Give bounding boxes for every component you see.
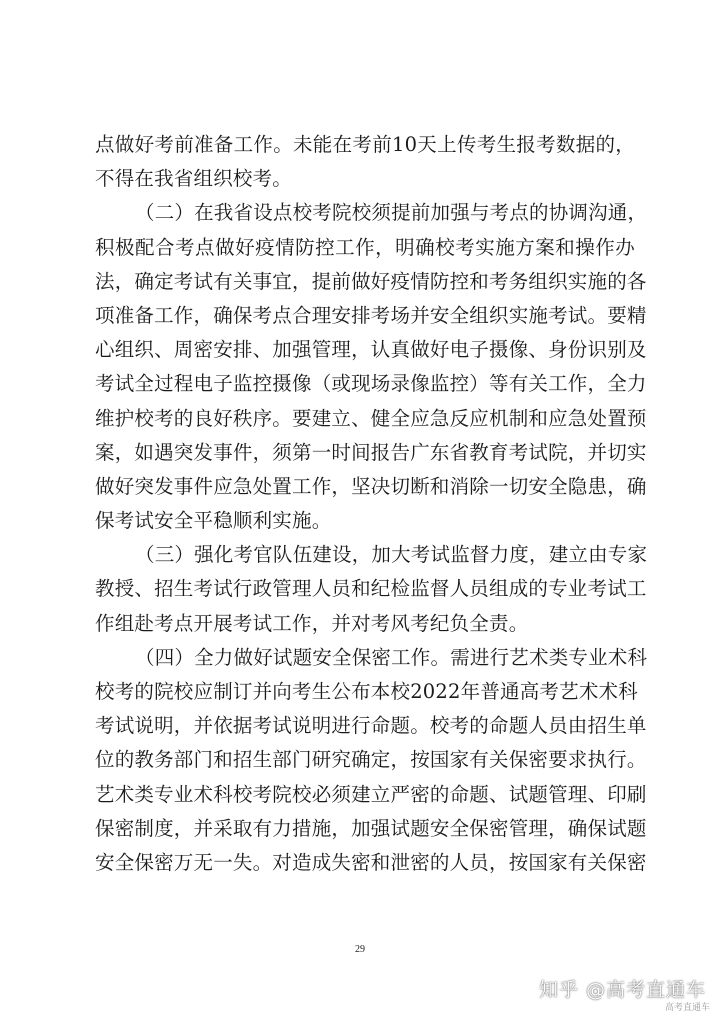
text-line: 做好突发事件应急处置工作，坚决切断和消除一切安全隐患，确 (95, 474, 647, 498)
text-line: 作组赴考点开展考试工作，并对考风考纪负全责。 (95, 611, 529, 635)
text-line: 不得在我省组织校考。 (95, 167, 293, 191)
watermark: 知乎 @高考直通车 (538, 979, 706, 1001)
text-line: 保考试安全平稳顺利实施。 (95, 509, 332, 533)
text-line: 考试全过程电子监控摄像（或现场录像监控）等有关工作，全力 (95, 372, 647, 396)
text-line: 艺术类专业术科校考院校必须建立严密的命题、试题管理、印刷 (95, 782, 647, 806)
text-line: 位的教务部门和招生部门研究确定，按国家有关保密要求执行。 (95, 748, 647, 772)
text-line: 案，如遇突发事件，须第一时间报告广东省教育考试院，并切实 (95, 440, 647, 464)
text-line: 考试说明，并依据考试说明进行命题。校考的命题人员由招生单 (95, 714, 647, 738)
text-line: 心组织、周密安排、加强管理，认真做好电子摄像、身份识别及 (95, 338, 647, 362)
text-line: 点做好考前准备工作。未能在考前10天上传考生报考数据的， (95, 133, 635, 156)
text-line: 项准备工作，确保考点合理安排考场并安全组织实施考试。要精 (95, 303, 647, 327)
text-line: 安全保密万无一失。对造成失密和泄密的人员，按国家有关保密 (95, 850, 647, 874)
text-line: （三）强化考官队伍建设，加大考试监督力度，建立由专家 (135, 543, 648, 567)
watermark-sub: 高考直通车 (664, 1003, 710, 1013)
text-line: （四）全力做好试题安全保密工作。需进行艺术类专业术科 (135, 645, 648, 669)
body-text (95, 128, 648, 880)
text-line: （二）在我省设点校考院校须提前加强与考点的协调沟通， (135, 201, 648, 225)
text-line: 法，确定考试有关事宜，提前做好疫情防控和考务组织实施的各 (95, 269, 647, 293)
text-line: 教授、招生考试行政管理人员和纪检监督人员组成的专业考试工 (95, 577, 647, 601)
page-number: 29 (355, 944, 365, 955)
text-line: 维护校考的良好秩序。要建立、健全应急反应机制和应急处置预 (95, 406, 647, 430)
text-line: 积极配合考点做好疫情防控工作，明确校考实施方案和操作办 (95, 235, 635, 259)
text-line: 校考的院校应制订并向考生公布本校2022年普通高考艺术术科 (95, 680, 638, 703)
text-line: 保密制度，并采取有力措施，加强试题安全保密管理，确保试题 (95, 816, 647, 840)
